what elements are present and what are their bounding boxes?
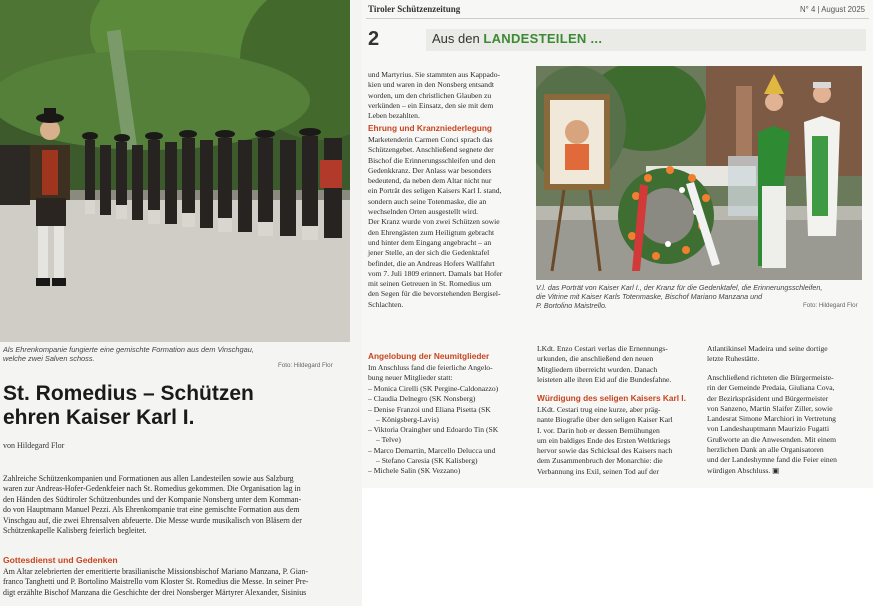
newspaper-masthead: Tiroler Schützenzeitung <box>368 4 461 14</box>
left-photo-caption: Als Ehrenkompanie fungierte eine gemischte Formation aus dem Vinschgau, welche zwei Salven schoss. <box>3 345 254 364</box>
page-number: 2 <box>368 28 380 50</box>
right-photo-credit: Foto: Hildegard Flor <box>803 302 858 309</box>
header-divider <box>366 18 869 19</box>
section-title <box>432 31 602 46</box>
new-members-list <box>368 384 532 477</box>
right-photo-caption: V.l. das Porträt von Kaiser Karl I., der Kranz für die Gedenktafel, die Erinnerungsschleifen, die Vitrine mit Kaiser Karls Totenmaske, Bischof Mariano Manzana und P. Bortolino Maistrello. <box>536 283 823 311</box>
closing-paragraph: Anschließend richteten die Bürgermeiste- rin der Gemeinde Predaia, Giuliana Cova, der Bezirkspräsident und Bürgermeister von Sanzeno, Martin Slaifer Ziller, sowie Landesrat Simone Marchiori in Vertretung von Landeshauptmann Maurizio Fugatti Grußworte an die Anwesenden. Mit einem herzlichen Dank an alle Organisatoren und der Landeshymne fand die Feier einen würdigen Abschluss. ▣ <box>707 373 837 475</box>
subhead-ehrung: Ehrung und Kranzniederlegung <box>368 123 492 133</box>
right-page <box>362 0 873 488</box>
ernennung-paragraph: LKdt. Enzo Cestari verlas die Ernennungs- urkunden, die anschließend den neuen Mitgliedern überreicht wurden. Danach leisteten alle ihren Eid auf die Bundesfahne. <box>537 344 672 384</box>
altar-ceremony-photo <box>536 66 862 280</box>
intro-paragraph: Zahlreiche Schützenkompanien und Formationen aus allen Landesteilen sowie aus Salzburg waren zur Andreas-Hofer-Gedenkfeier nach St. Romedius gekommen. Die Organisation lag in den Händen des Südtiroler Schützenbundes und der Kompanie Nonsberg unter dem Komman- do von Hauptmann Manuel Pezzi. Als Ehrenkompanie trat eine gemischte Formation aus dem Vinschgau auf, die zwei Ehrensalven abfeuerte. Die Messe wurde musikalisch von Bläsern der Schützenkapelle Kalisberg feierlich begleitet. <box>3 474 302 536</box>
article-headline: St. Romedius – Schützen ehren Kaiser Karl I. <box>3 382 254 429</box>
subhead-gottesdienst: Gottesdienst und Gedenken <box>3 555 118 565</box>
altar-ceremony-illustration <box>536 66 862 280</box>
ehrung-paragraph: Marketenderin Carmen Conci sprach das Schützengebet. Anschließend segnete der Bischof die Erinnerungsschleifen und den Gedenkkranz. Der Anlass war besonders bedeutend, da neben dem Altar nicht nur ein Porträt des seligen Kaisers Karl I. stand, sondern auch seine Totenmaske, die an wechselnden Orten ausgestellt wird. Der Kranz wurde von zwei Schützen sowie den Ehrengästen zum Heiligtum gebracht und hinter dem Eingang angebracht – an jener Stelle, an der sich die Gedenktafel befindet, die an Andreas Hofers Wallfahrt vom 7. Juli 1809 erinnert. Damals bat Hofer mit seinen Getreuen in St. Romedius um den Segen für die bevorstehenden Bergisel- Schlachten. <box>368 135 503 309</box>
left-photo-credit: Foto: Hildegard Flor <box>278 362 333 369</box>
angelobung-paragraph: Im Anschluss fand die feierliche Angelo- bung neuer Mitglieder statt: <box>368 363 493 383</box>
martyrs-paragraph: und Martyrius. Sie stammten aus Kappado- kien und waren in den Nonsberg entsandt worden, um den christlichen Glauben zu verkünden – ein Einsatz, den sie mit dem Leben bezahlten. <box>368 70 501 121</box>
honor-company-illustration <box>0 0 350 342</box>
list-item: – Telve) <box>368 435 532 445</box>
subhead-angelobung: Angelobung der Neumitglieder <box>368 351 490 361</box>
list-item: – Viktoria Oraingher und Edoardo Tin (SK <box>368 425 532 435</box>
gottesdienst-paragraph: Am Altar zelebrierten der emeritierte brasilianische Missionsbischof Mariano Manzana, P. Gian- franco Tanghetti und P. Bortolino Maistrello vom Kloster St. Romedius die Messe. In seiner Pre- digt erzählte Bischof Manzana die Geschichte der drei Nonsberger Märtyrer Alexander, Sisinius <box>3 567 309 597</box>
section-title-highlight: LANDESTEILEN ... <box>483 31 603 46</box>
madeira-paragraph: Atlantikinsel Madeira und seine dortige letzte Ruhestätte. <box>707 344 828 364</box>
list-item: – Denise Franzoi und Eliana Pisetta (SK <box>368 405 532 415</box>
left-page <box>0 0 362 606</box>
list-item: – Stefano Caresia (SK Kalisberg) <box>368 456 532 466</box>
list-item: – Marco Demartin, Marcello Delucca und <box>368 446 532 456</box>
list-item: – Michele Salin (SK Vezzano) <box>368 466 532 476</box>
honor-company-photo <box>0 0 350 342</box>
wuerdigung-paragraph: LKdt. Cestari trug eine kurze, aber präg- nante Biografie über den seligen Kaiser Karl I. vor. Darin hob er dessen Bemühungen um ein baldiges Ende des Ersten Weltkriegs hervor sowie das Schicksal des Kaisers nach dem Zusammenbruch der Monarchie: die Verbannung ins Exil, seinen Tod auf der <box>537 405 673 476</box>
list-item: – Monica Cirelli (SK Pergine-Caldonazzo) <box>368 384 532 394</box>
subhead-wuerdigung: Würdigung des seligen Kaisers Karl I. <box>537 393 686 403</box>
article-byline: von Hildegard Flor <box>3 441 65 450</box>
section-title-prefix: Aus den <box>432 31 484 46</box>
list-item: – Königsberg-Lavis) <box>368 415 532 425</box>
list-item: – Claudia Delnegro (SK Nonsberg) <box>368 394 532 404</box>
issue-info: N° 4 | August 2025 <box>800 5 865 14</box>
